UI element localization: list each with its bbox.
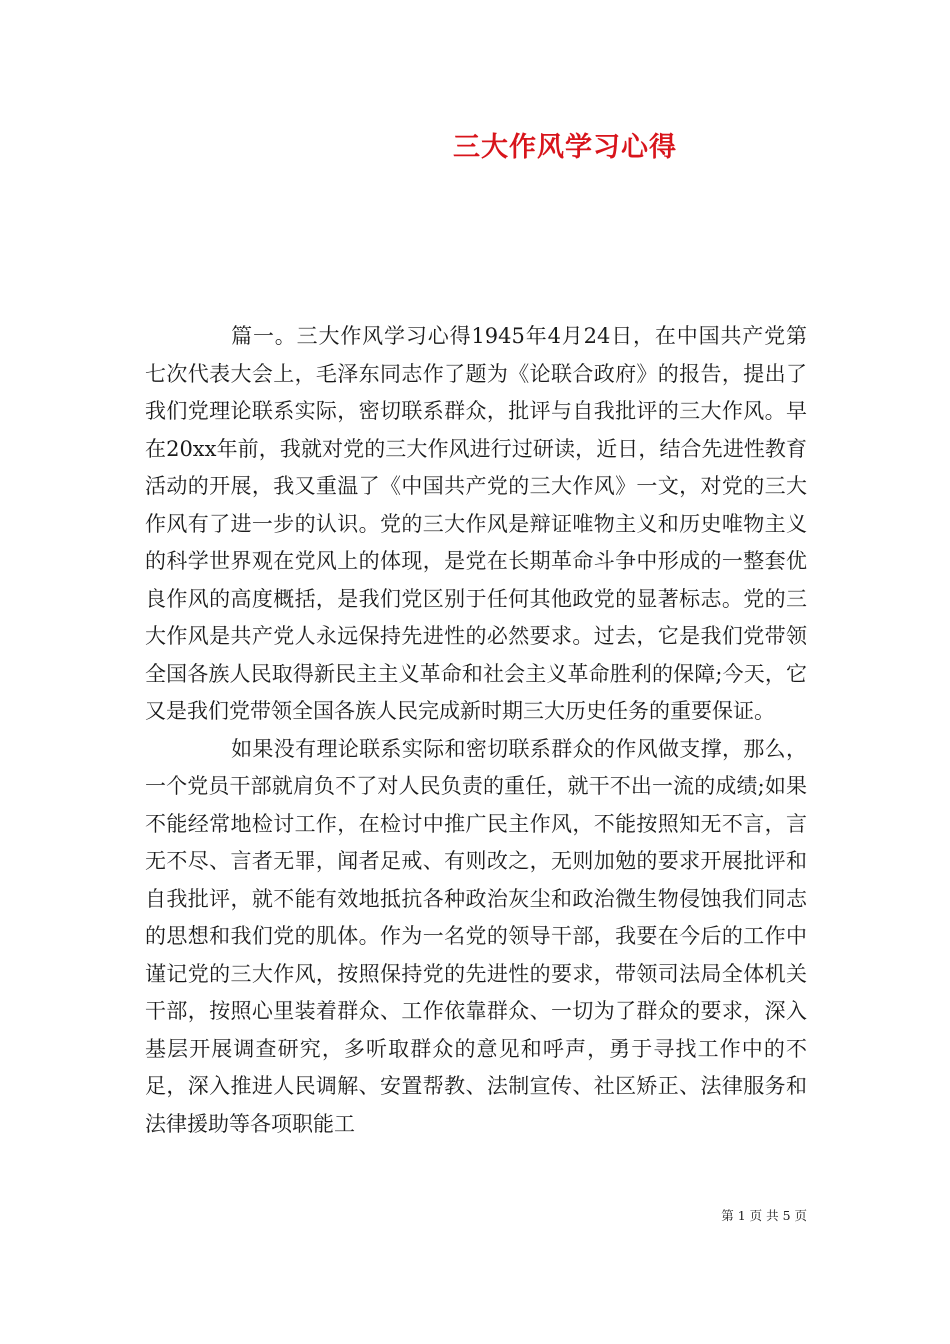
document-body [145,318,807,1143]
page-number-footer: 第 1 页 共 5 页 [721,1208,807,1223]
document-title: 三大作风学习心得 [453,132,677,163]
paragraph-1: 篇一。三大作风学习心得1945年4月24日，在中国共产党第七次代表大会上，毛泽东同志作了题为《论联合政府》的报告，提出了我们党理论联系实际，密切联系群众，批评与自我批评的三大作风。早在20xx年前，我就对党的三大作风进行过研读，近日，结合先进性教育活动的开展，我又重温了《中国共产党的三大作风》一文，对党的三大作风有了进一步的认识。党的三大作风是辩证唯物主义和历史唯物主义的科学世界观在党风上的体现，是党在长期革命斗争中形成的一整套优良作风的高度概括，是我们党区别于任何其他政党的显著标志。党的三大作风是共产党人永远保持先进性的必然要求。过去，它是我们党带领全国各族人民取得新民主主义革命和社会主义革命胜利的保障;今天，它又是我们党带领全国各族人民完成新时期三大历史任务的重要保证。 [145,324,807,723]
paragraph-2: 如果没有理论联系实际和密切联系群众的作风做支撑，那么，一个党员干部就肩负不了对人民负责的重任，就干不出一流的成绩;如果不能经常地检讨工作，在检讨中推广民主作风，不能按照知无不言，言无不尽、言者无罪，闻者足戒、有则改之，无则加勉的要求开展批评和自我批评，就不能有效地抵抗各种政治灰尘和政治微生物侵蚀我们同志的思想和我们党的肌体。作为一名党的领导干部，我要在今后的工作中谨记党的三大作风，按照保持党的先进性的要求，带领司法局全体机关干部，按照心里装着群众、工作依靠群众、一切为了群众的要求，深入基层开展调查研究，多听取群众的意见和呼声，勇于寻找工作中的不足，深入推进人民调解、安置帮教、法制宣传、社区矫正、法律服务和法律援助等各项职能工 [145,736,807,1136]
